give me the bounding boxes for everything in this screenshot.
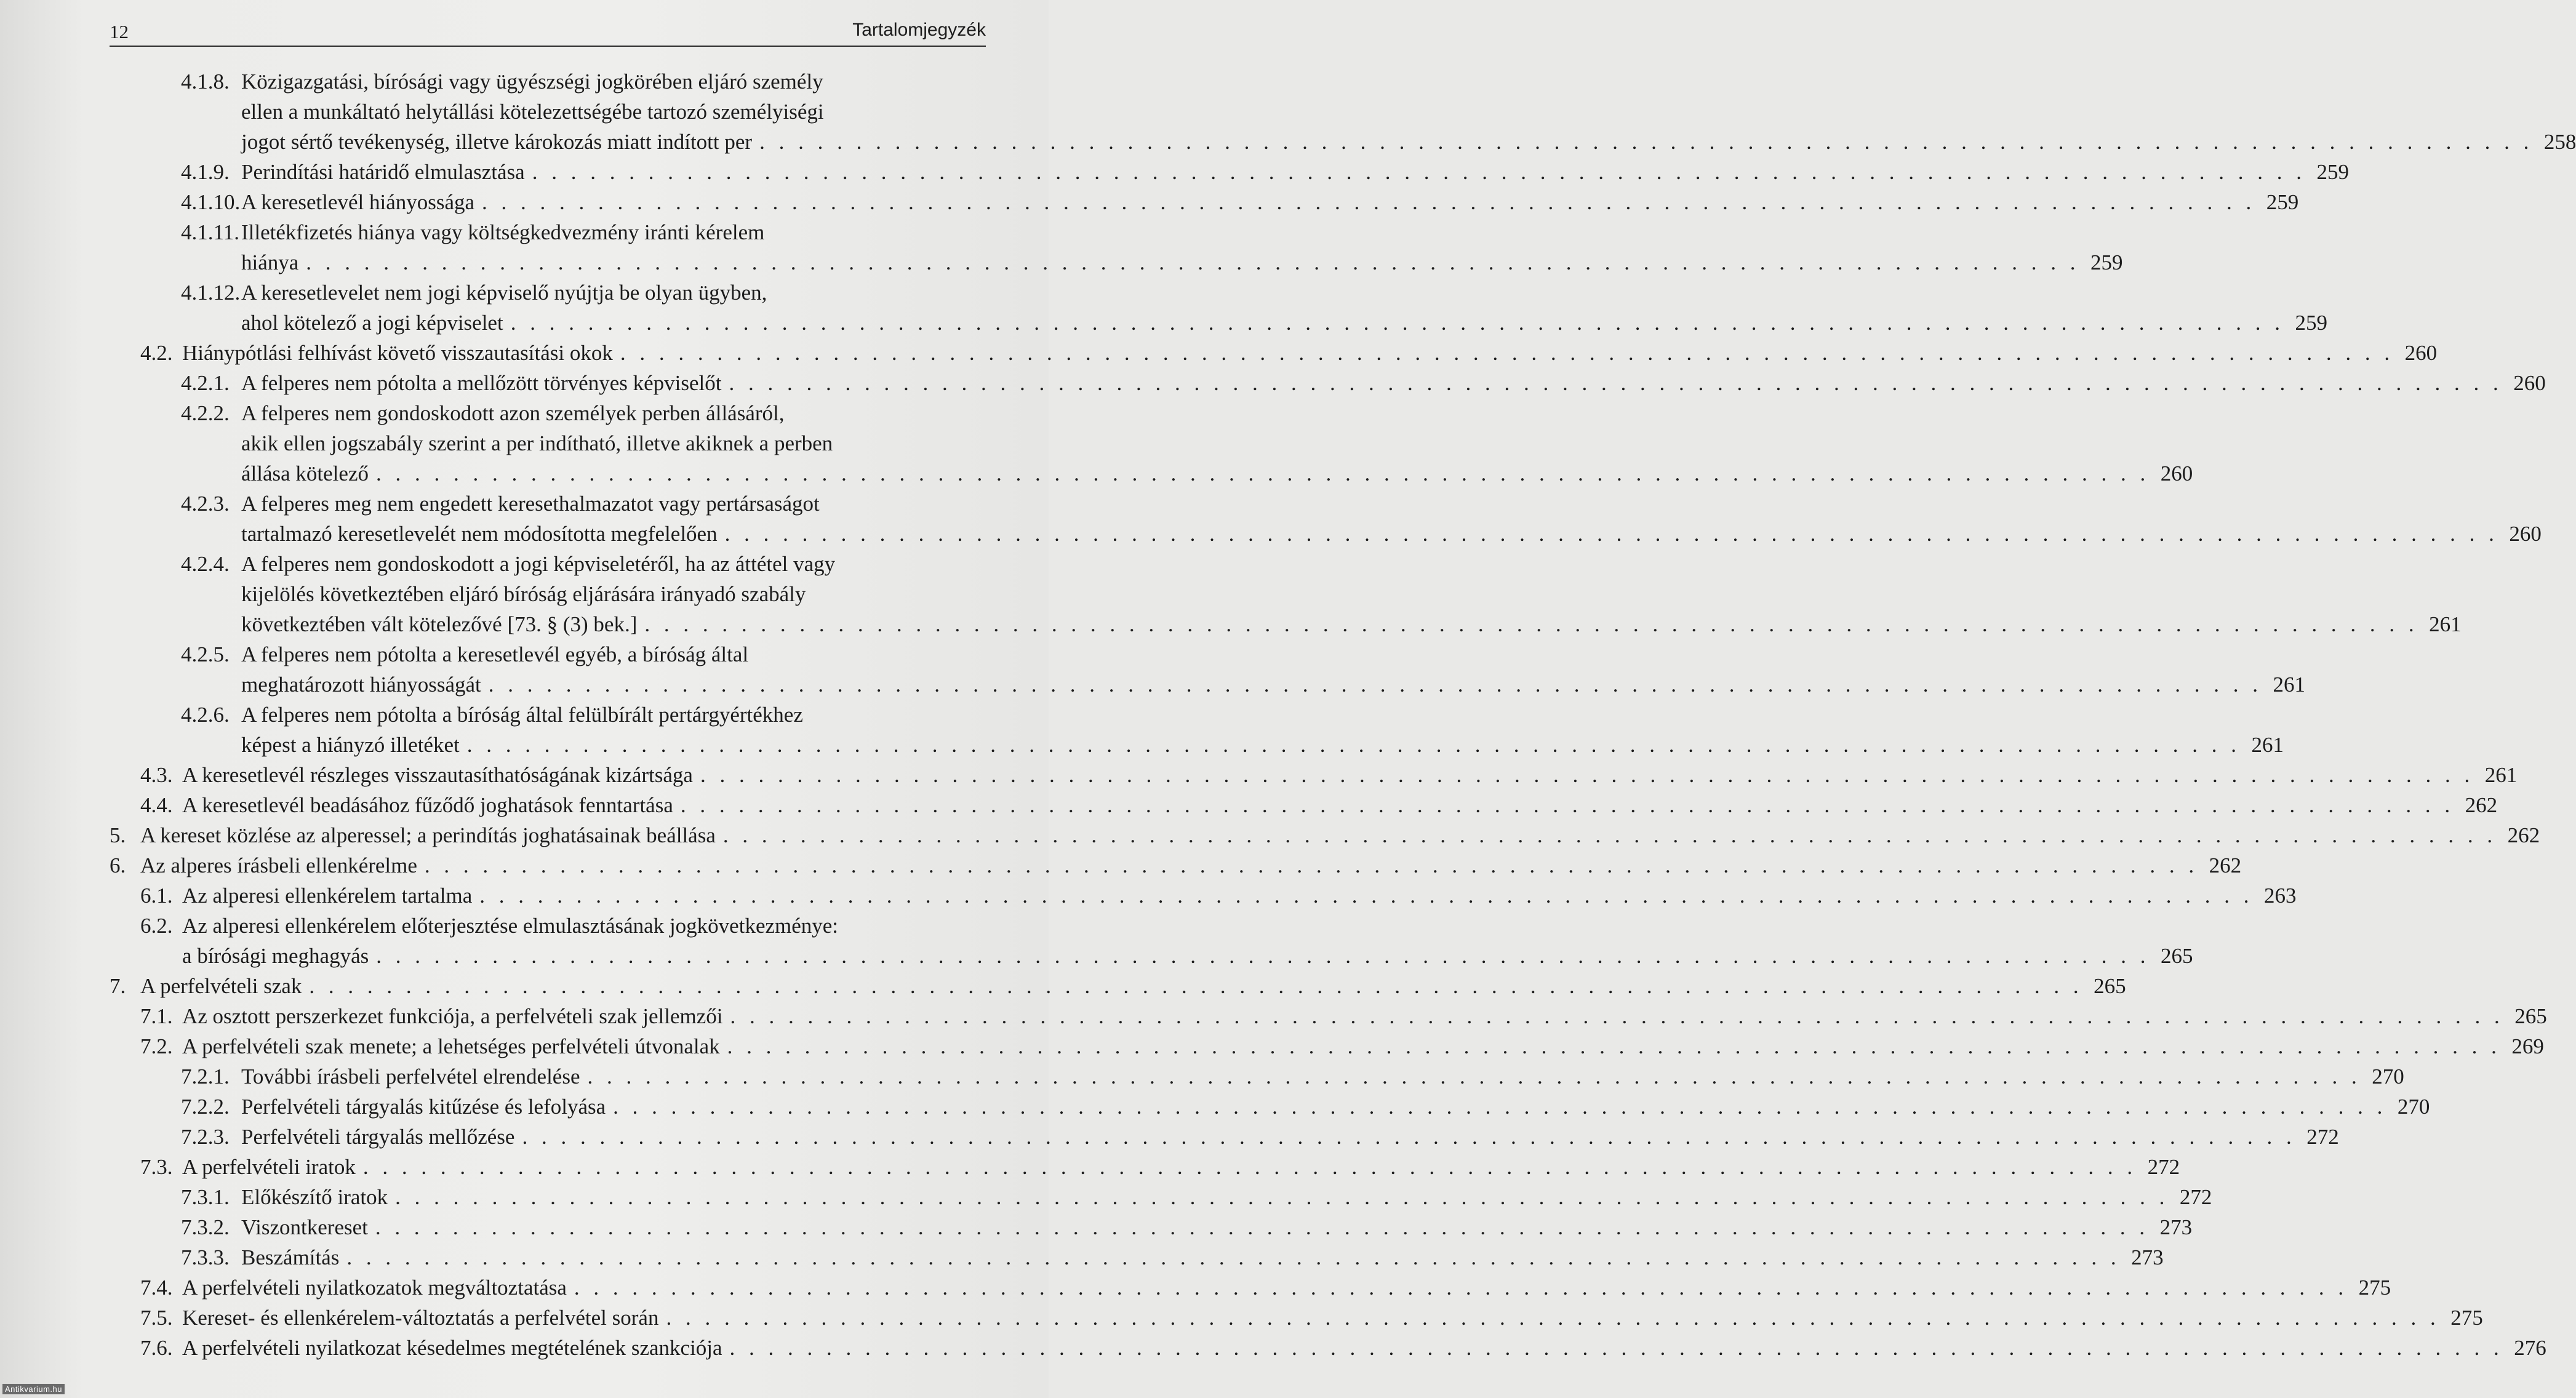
toc-page-number: 270 xyxy=(2372,1064,2404,1088)
toc-leader-row xyxy=(182,790,2498,820)
toc-line xyxy=(0,820,2540,850)
toc-leader-row xyxy=(241,730,2284,760)
dot-leader: . . . . . . . . . . . . . . . . . . . . . . . . . . . . . . . . . . . . . . . . . . . . . . . . . . . . . . . . . . . . . . . . . . . . . . . . . . . . . . . . . . . . . . . . . . . . xyxy=(522,1125,2296,1149)
toc-line xyxy=(0,157,2349,187)
toc-line xyxy=(0,1272,2391,1303)
toc-line xyxy=(0,760,2518,790)
toc-entry-number: 7.2.2. xyxy=(181,1095,230,1119)
toc-entry-title: Közigazgatási, bírósági vagy ügyészségi jogkörében eljáró személy xyxy=(241,70,823,94)
toc-line xyxy=(0,941,2193,971)
toc-line xyxy=(0,1061,2404,1092)
toc-line xyxy=(0,971,2126,1001)
toc-page-number: 265 xyxy=(2161,944,2193,968)
toc-page-number: 261 xyxy=(2273,673,2305,697)
toc-entry-title: A felperes nem gondoskodott a jogi képviseletéről, ha az áttétel vagy xyxy=(241,552,836,576)
toc-entry-title: A felperes nem pótolta a keresetlevél egyéb, a bíróság által xyxy=(241,642,749,666)
toc-page-number: 260 xyxy=(2160,461,2193,485)
toc-page-number: 273 xyxy=(2131,1245,2164,1269)
toc-entry-title: A felperes nem pótolta a bíróság által felülbírált pertárgyértékhez xyxy=(241,703,803,727)
toc-entry xyxy=(0,278,2327,338)
toc-page-number: 259 xyxy=(2316,160,2349,184)
toc-entry-title: hiánya xyxy=(241,250,299,274)
toc-page-number: 259 xyxy=(2295,311,2327,335)
toc-page-number: 262 xyxy=(2465,793,2498,817)
toc-entry-title: A perfelvételi iratok xyxy=(182,1155,356,1179)
dot-leader: . . . . . . . . . . . . . . . . . . . . . . . . . . . . . . . . . . . . . . . . . . . . . . . . . . . . . . . . . . . . . . . . . . . . . . . . . . . . . . . . . . . . . . . . . . . . xyxy=(680,793,2455,817)
toc-leader-row xyxy=(182,1333,2546,1363)
toc-leader-row xyxy=(241,1212,2193,1242)
toc-line xyxy=(0,1001,2547,1031)
toc-line xyxy=(0,278,1049,308)
dot-leader: . . . . . . . . . . . . . . . . . . . . . . . . . . . . . . . . . . . . . . . . . . . . . . . . . . . . . . . . . . . . . . . . . . . . . . . . . . . . . . . . . . . . . . . . . . . . xyxy=(376,944,2150,968)
toc-leader-row xyxy=(241,519,2542,549)
dot-leader: . . . . . . . . . . . . . . . . . . . . . . . . . . . . . . . . . . . . . . . . . . . . . . . . . . . . . . . . . . . . . . . . . . . . . . . . . . . . . . . . . . . . . . . . . . . . xyxy=(309,974,2083,998)
toc-line xyxy=(0,609,2462,639)
toc-page-number: 261 xyxy=(2429,612,2462,636)
toc-leader-row xyxy=(241,187,2299,217)
toc-entry-title: Illetékfizetés hiánya vagy költségkedvezmény iránti kérelem xyxy=(241,220,765,244)
toc-leader-row xyxy=(241,1092,2430,1122)
dot-leader: . . . . . . . . . . . . . . . . . . . . . . . . . . . . . . . . . . . . . . . . . . . . . . . . . . . . . . . . . . . . . . . . . . . . . . . . . . . . . . . . . . . . . . . . . . . . xyxy=(759,130,2534,154)
toc-leader-row xyxy=(241,458,2193,489)
toc-entry xyxy=(0,1333,2546,1363)
toc-page-number: 261 xyxy=(2251,733,2284,757)
page-header xyxy=(110,18,986,47)
toc-entry xyxy=(0,549,2462,639)
toc-entry-number: 7.2.1. xyxy=(181,1064,230,1088)
toc-page-number: 270 xyxy=(2397,1095,2430,1119)
dot-leader: . . . . . . . . . . . . . . . . . . . . . . . . . . . . . . . . . . . . . . . . . . . . . . . . . . . . . . . . . . . . . . . . . . . . . . . . . . . . . . . . . . . . . . . . . . . . xyxy=(729,371,2503,395)
toc-entry-title: következtében vált kötelezővé [73. § (3) bek.] xyxy=(241,612,638,636)
toc-entry-title: kijelölés következtében eljáró bíróság eljárására irányadó szabály xyxy=(241,582,806,606)
toc-line xyxy=(0,458,2193,489)
toc-entry-title: A felperes meg nem engedett keresethalmazatot vagy pertársaságot xyxy=(241,492,820,516)
toc-entry-title: a bírósági meghagyás xyxy=(182,944,369,968)
toc-line xyxy=(0,669,2305,700)
toc-page-number: 265 xyxy=(2094,974,2126,998)
toc-entry-number: 4.2. xyxy=(140,341,173,365)
toc-line xyxy=(0,66,1049,97)
toc-page-number: 260 xyxy=(2513,371,2546,395)
toc-leader-row xyxy=(182,1272,2391,1303)
toc-entry-number: 6.2. xyxy=(140,914,173,938)
dot-leader: . . . . . . . . . . . . . . . . . . . . . . . . . . . . . . . . . . . . . . . . . . . . . . . . . . . . . . . . . . . . . . . . . . . . . . . . . . . . . . . . . . . . . . . . . . . . xyxy=(724,522,2498,546)
toc-line xyxy=(0,217,1049,247)
toc-entry-title: További írásbeli perfelvétel elrendelése xyxy=(241,1064,580,1088)
toc-entry-title: képest a hiányzó illetéket xyxy=(241,733,460,757)
toc-page-number: 262 xyxy=(2209,853,2242,877)
toc-entry-title: ahol kötelező a jogi képviselet xyxy=(241,311,503,335)
toc-entry xyxy=(0,1122,2339,1152)
dot-leader: . . . . . . . . . . . . . . . . . . . . . . . . . . . . . . . . . . . . . . . . . . . . . . . . . . . . . . . . . . . . . . . . . . . . . . . . . . . . . . . . . . . . . . . . . . . . xyxy=(375,1215,2150,1239)
toc-entry-title: A kereset közlése az alperessel; a perindítás joghatásainak beállása xyxy=(140,823,716,847)
toc-line xyxy=(0,1303,2483,1333)
toc-leader-row xyxy=(140,850,2242,881)
toc-entry xyxy=(0,760,2518,790)
toc-page-number: 262 xyxy=(2507,823,2540,847)
dot-leader: . . . . . . . . . . . . . . . . . . . . . . . . . . . . . . . . . . . . . . . . . . . . . . . . . . . . . . . . . . . . . . . . . . . . . . . . . . . . . . . . . . . . . . . . . . . . xyxy=(727,1034,2501,1058)
toc-entry xyxy=(0,971,2126,1001)
toc-entry xyxy=(0,850,2242,881)
toc-line xyxy=(0,549,1049,579)
dot-leader: . . . . . . . . . . . . . . . . . . . . . . . . . . . . . . . . . . . . . . . . . . . . . . . . . . . . . . . . . . . . . . . . . . . . . . . . . . . . . . . . . . . . . . . . . . . . xyxy=(479,884,2254,908)
toc-entry-number: 4.2.3. xyxy=(181,492,230,516)
toc-leader-row xyxy=(182,941,2193,971)
toc-leader-row xyxy=(241,308,2327,338)
toc-entry-number: 5. xyxy=(110,823,126,847)
toc-leader-row xyxy=(182,881,2297,911)
toc-leader-row xyxy=(182,1001,2547,1031)
toc-leader-row xyxy=(241,669,2305,700)
toc-leader-row xyxy=(241,1242,2164,1272)
dot-leader: . . . . . . . . . . . . . . . . . . . . . . . . . . . . . . . . . . . . . . . . . . . . . . . . . . . . . . . . . . . . . . . . . . . . . . . . . . . . . . . . . . . . . . . . . . . . xyxy=(666,1306,2440,1330)
toc-line xyxy=(0,398,1049,428)
toc-line xyxy=(0,1242,2164,1272)
toc-line xyxy=(0,97,1049,127)
toc-leader-row xyxy=(140,971,2126,1001)
toc-entry-title: A felperes nem pótolta a mellőzött törvényes képviselőt xyxy=(241,371,722,395)
toc-leader-row xyxy=(182,760,2518,790)
toc-entry-number: 6.1. xyxy=(140,884,173,908)
toc-entry-number: 4.1.11. xyxy=(181,220,239,244)
page-number: 12 xyxy=(110,21,129,42)
toc-line xyxy=(0,911,1049,941)
running-title: Tartalomjegyzék xyxy=(852,20,986,40)
toc-page-number: 272 xyxy=(2306,1125,2339,1149)
toc-entry-number: 7.2. xyxy=(140,1034,173,1058)
toc-entry-number: 7.3.2. xyxy=(181,1215,230,1239)
toc-line xyxy=(0,127,2576,157)
dot-leader: . . . . . . . . . . . . . . . . . . . . . . . . . . . . . . . . . . . . . . . . . . . . . . . . . . . . . . . . . . . . . . . . . . . . . . . . . . . . . . . . . . . . . . . . . . . . xyxy=(587,1064,2361,1088)
toc-entry xyxy=(0,1303,2483,1333)
toc-leader-row xyxy=(241,1182,2212,1212)
toc-entry-title: Az alperesi ellenkérelem előterjesztése elmulasztásának jogkövetkezménye: xyxy=(182,914,839,938)
toc-entry-title: A perfelvételi szak menete; a lehetséges perfelvételi útvonalak xyxy=(182,1034,720,1058)
toc-entry-title: ellen a munkáltató helytállási kötelezettségébe tartozó személyiségi xyxy=(241,100,824,124)
dot-leader: . . . . . . . . . . . . . . . . . . . . . . . . . . . . . . . . . . . . . . . . . . . . . . . . . . . . . . . . . . . . . . . . . . . . . . . . . . . . . . . . . . . . . . . . . . . . xyxy=(395,1185,2169,1209)
toc-entry-title: jogot sértő tevékenység, illetve károkozás miatt indított per xyxy=(241,130,753,154)
dot-leader: . . . . . . . . . . . . . . . . . . . . . . . . . . . . . . . . . . . . . . . . . . . . . . . . . . . . . . . . . . . . . . . . . . . . . . . . . . . . . . . . . . . . . . . . . . . . xyxy=(722,823,2497,847)
toc-entry-title: A keresetlevelet nem jogi képviselő nyújtja be olyan ügyben, xyxy=(241,281,767,305)
toc-entry xyxy=(0,911,2193,971)
toc-entry-title: Hiánypótlási felhívást követő visszautasítási okok xyxy=(182,341,613,365)
toc-entry-title: A perfelvételi nyilatkozat késedelmes megtételének szankciója xyxy=(182,1336,722,1360)
toc-leader-row xyxy=(182,1152,2180,1182)
toc-line xyxy=(0,579,1049,609)
toc-entry-number: 4.2.1. xyxy=(181,371,230,395)
toc-entry-title: Az alperes írásbeli ellenkérelme xyxy=(140,853,417,877)
toc-leader-row xyxy=(182,1031,2544,1061)
toc-entry-number: 7. xyxy=(110,974,126,998)
toc-entry xyxy=(0,1182,2212,1212)
toc-entry-number: 7.3.3. xyxy=(181,1245,230,1269)
toc-line xyxy=(0,1182,2212,1212)
toc-page-number: 265 xyxy=(2514,1004,2547,1028)
toc-entry xyxy=(0,489,2542,549)
dot-leader: . . . . . . . . . . . . . . . . . . . . . . . . . . . . . . . . . . . . . . . . . . . . . . . . . . . . . . . . . . . . . . . . . . . . . . . . . . . . . . . . . . . . . . . . . . . . xyxy=(346,1245,2121,1269)
toc-page-number: 272 xyxy=(2147,1155,2180,1179)
toc-entry-title: Beszámítás xyxy=(241,1245,340,1269)
toc-leader-row xyxy=(241,609,2462,639)
toc-entry-number: 4.1.8. xyxy=(181,70,230,94)
toc-entry xyxy=(0,1272,2391,1303)
toc-leader-row xyxy=(241,127,2576,157)
toc-line xyxy=(0,1122,2339,1152)
dot-leader: . . . . . . . . . . . . . . . . . . . . . . . . . . . . . . . . . . . . . . . . . . . . . . . . . . . . . . . . . . . . . . . . . . . . . . . . . . . . . . . . . . . . . . . . . . . . xyxy=(306,250,2080,274)
toc-entry-number: 7.3.1. xyxy=(181,1185,230,1209)
dot-leader: . . . . . . . . . . . . . . . . . . . . . . . . . . . . . . . . . . . . . . . . . . . . . . . . . . . . . . . . . . . . . . . . . . . . . . . . . . . . . . . . . . . . . . . . . . . . xyxy=(488,673,2262,697)
toc-entry xyxy=(0,398,2193,489)
toc-page-number: 259 xyxy=(2090,250,2123,274)
toc-line xyxy=(0,338,2438,368)
toc-entry-title: A keresetlevél hiányossága xyxy=(241,190,475,214)
toc-leader-row xyxy=(182,338,2438,368)
toc-entry-number: 4.2.6. xyxy=(181,703,230,727)
toc-entry xyxy=(0,820,2540,850)
toc-entry xyxy=(0,66,2576,157)
toc-line xyxy=(0,850,2242,881)
toc-line xyxy=(0,639,1049,669)
toc-line xyxy=(0,700,1049,730)
toc-entry-title: A keresetlevél beadásához fűződő joghatások fenntartása xyxy=(182,793,673,817)
toc-entry-title: A felperes nem gondoskodott azon személyek perben állásáról, xyxy=(241,401,785,425)
toc-line xyxy=(0,1152,2180,1182)
toc-entry-title: akik ellen jogszabály szerint a per indítható, illetve akiknek a perben xyxy=(241,431,833,455)
dot-leader: . . . . . . . . . . . . . . . . . . . . . . . . . . . . . . . . . . . . . . . . . . . . . . . . . . . . . . . . . . . . . . . . . . . . . . . . . . . . . . . . . . . . . . . . . . . . xyxy=(574,1276,2348,1300)
toc-leader-row xyxy=(241,368,2546,398)
toc-entry-number: 6. xyxy=(110,853,126,877)
toc-line xyxy=(0,790,2498,820)
toc-page-number: 260 xyxy=(2509,522,2542,546)
toc-entry-title: Az osztott perszerkezet funkciója, a perfelvételi szak jellemzői xyxy=(182,1004,723,1028)
toc-page-number: 275 xyxy=(2358,1276,2391,1300)
toc-line xyxy=(0,1333,2546,1363)
toc-entry-number: 7.6. xyxy=(140,1336,173,1360)
toc-leader-row xyxy=(241,247,2123,278)
toc-entry-title: Perfelvételi tárgyalás kitűzése és lefolyása xyxy=(241,1095,606,1119)
toc-entry xyxy=(0,639,2305,700)
toc-entry-number: 7.1. xyxy=(140,1004,173,1028)
toc-leader-row xyxy=(241,1061,2404,1092)
dot-leader: . . . . . . . . . . . . . . . . . . . . . . . . . . . . . . . . . . . . . . . . . . . . . . . . . . . . . . . . . . . . . . . . . . . . . . . . . . . . . . . . . . . . . . . . . . . . xyxy=(466,733,2241,757)
toc-line xyxy=(0,881,2297,911)
toc-entry-number: 4.4. xyxy=(140,793,173,817)
toc-entry-title: Előkészítő iratok xyxy=(241,1185,388,1209)
toc-entry xyxy=(0,700,2284,760)
dot-leader: . . . . . . . . . . . . . . . . . . . . . . . . . . . . . . . . . . . . . . . . . . . . . . . . . . . . . . . . . . . . . . . . . . . . . . . . . . . . . . . . . . . . . . . . . . . . xyxy=(620,341,2394,365)
toc-entry-title: meghatározott hiányosságát xyxy=(241,673,481,697)
dot-leader: . . . . . . . . . . . . . . . . . . . . . . . . . . . . . . . . . . . . . . . . . . . . . . . . . . . . . . . . . . . . . . . . . . . . . . . . . . . . . . . . . . . . . . . . . . . . xyxy=(532,160,2306,184)
dot-leader: . . . . . . . . . . . . . . . . . . . . . . . . . . . . . . . . . . . . . . . . . . . . . . . . . . . . . . . . . . . . . . . . . . . . . . . . . . . . . . . . . . . . . . . . . . . . xyxy=(729,1336,2503,1360)
toc-entry-number: 7.3. xyxy=(140,1155,173,1179)
toc-entry-number: 4.1.10. xyxy=(181,190,241,214)
toc-line xyxy=(0,1031,2544,1061)
toc-leader-row xyxy=(140,820,2540,850)
toc-entry-number: 4.2.4. xyxy=(181,552,230,576)
toc-leader-row xyxy=(182,1303,2483,1333)
toc-entry-number: 7.4. xyxy=(140,1276,173,1300)
toc-page-number: 269 xyxy=(2511,1034,2544,1058)
toc-entry-number: 7.2.3. xyxy=(181,1125,230,1149)
toc-page-number: 276 xyxy=(2514,1336,2546,1360)
toc-entry-title: Perindítási határidő elmulasztása xyxy=(241,160,525,184)
toc-entry xyxy=(0,368,2546,398)
dot-leader: . . . . . . . . . . . . . . . . . . . . . . . . . . . . . . . . . . . . . . . . . . . . . . . . . . . . . . . . . . . . . . . . . . . . . . . . . . . . . . . . . . . . . . . . . . . . xyxy=(700,763,2474,787)
toc-page-number: 263 xyxy=(2264,884,2297,908)
toc-line xyxy=(0,489,1049,519)
toc-entry-number: 4.3. xyxy=(140,763,173,787)
toc-entry xyxy=(0,1061,2404,1092)
toc-entry-number: 4.2.2. xyxy=(181,401,230,425)
toc-entry xyxy=(0,1031,2544,1061)
dot-leader: . . . . . . . . . . . . . . . . . . . . . . . . . . . . . . . . . . . . . . . . . . . . . . . . . . . . . . . . . . . . . . . . . . . . . . . . . . . . . . . . . . . . . . . . . . . . xyxy=(510,311,2284,335)
toc-entry xyxy=(0,1001,2547,1031)
toc-entry xyxy=(0,1152,2180,1182)
toc-line xyxy=(0,308,2327,338)
toc-line xyxy=(0,1212,2193,1242)
toc-entry-title: állása kötelező xyxy=(241,461,369,485)
toc-entry xyxy=(0,338,2438,368)
toc-page-number: 258 xyxy=(2543,130,2576,154)
toc-entry-title: A perfelvételi szak xyxy=(140,974,302,998)
toc-entry-title: tartalmazó keresetlevelét nem módosította megfelelően xyxy=(241,522,718,546)
dot-leader: . . . . . . . . . . . . . . . . . . . . . . . . . . . . . . . . . . . . . . . . . . . . . . . . . . . . . . . . . . . . . . . . . . . . . . . . . . . . . . . . . . . . . . . . . . . . xyxy=(375,461,2150,485)
toc-line xyxy=(0,519,2542,549)
dot-leader: . . . . . . . . . . . . . . . . . . . . . . . . . . . . . . . . . . . . . . . . . . . . . . . . . . . . . . . . . . . . . . . . . . . . . . . . . . . . . . . . . . . . . . . . . . . . xyxy=(644,612,2418,636)
toc-entry xyxy=(0,187,2299,217)
toc-line xyxy=(0,428,1049,458)
toc-entry-number: 4.2.5. xyxy=(181,642,230,666)
toc-line xyxy=(0,368,2546,398)
toc-entry xyxy=(0,217,2123,278)
toc-entry-title: Perfelvételi tárgyalás mellőzése xyxy=(241,1125,515,1149)
toc-page-number: 273 xyxy=(2159,1215,2193,1239)
toc-leader-row xyxy=(241,1122,2339,1152)
watermark: Antikvarium.hu xyxy=(2,1384,65,1394)
toc-page-number: 261 xyxy=(2484,763,2518,787)
toc-entry-number: 7.5. xyxy=(140,1306,173,1330)
toc-entry-number: 4.1.9. xyxy=(181,160,230,184)
dot-leader: . . . . . . . . . . . . . . . . . . . . . . . . . . . . . . . . . . . . . . . . . . . . . . . . . . . . . . . . . . . . . . . . . . . . . . . . . . . . . . . . . . . . . . . . . . . . xyxy=(362,1155,2137,1179)
toc-entry xyxy=(0,1212,2193,1242)
toc-entry xyxy=(0,881,2297,911)
toc-line xyxy=(0,1092,2430,1122)
toc-page-number: 260 xyxy=(2404,341,2438,365)
toc-entry xyxy=(0,1092,2430,1122)
toc-entry xyxy=(0,1242,2164,1272)
toc-leader-row xyxy=(241,157,2349,187)
toc-page-number: 275 xyxy=(2450,1306,2483,1330)
dot-leader: . . . . . . . . . . . . . . . . . . . . . . . . . . . . . . . . . . . . . . . . . . . . . . . . . . . . . . . . . . . . . . . . . . . . . . . . . . . . . . . . . . . . . . . . . . . . xyxy=(730,1004,2504,1028)
toc-line xyxy=(0,247,2123,278)
toc-entry-title: A keresetlevél részleges visszautasíthatóságának kizártsága xyxy=(182,763,693,787)
toc-page-number: 259 xyxy=(2266,190,2299,214)
dot-leader: . . . . . . . . . . . . . . . . . . . . . . . . . . . . . . . . . . . . . . . . . . . . . . . . . . . . . . . . . . . . . . . . . . . . . . . . . . . . . . . . . . . . . . . . . . . . xyxy=(482,190,2256,214)
toc-entry-title: A perfelvételi nyilatkozatok megváltoztatása xyxy=(182,1276,567,1300)
toc-entry-title: Kereset- és ellenkérelem-változtatás a perfelvétel során xyxy=(182,1306,659,1330)
toc-line xyxy=(0,187,2299,217)
toc-line xyxy=(0,730,2284,760)
toc-entry xyxy=(0,790,2498,820)
dot-leader: . . . . . . . . . . . . . . . . . . . . . . . . . . . . . . . . . . . . . . . . . . . . . . . . . . . . . . . . . . . . . . . . . . . . . . . . . . . . . . . . . . . . . . . . . . . . xyxy=(424,853,2199,877)
toc-entry-number: 4.1.12. xyxy=(181,281,241,305)
toc-entry-title: Viszontkereset xyxy=(241,1215,368,1239)
toc-page-number: 272 xyxy=(2179,1185,2212,1209)
dot-leader: . . . . . . . . . . . . . . . . . . . . . . . . . . . . . . . . . . . . . . . . . . . . . . . . . . . . . . . . . . . . . . . . . . . . . . . . . . . . . . . . . . . . . . . . . . . . xyxy=(613,1095,2387,1119)
toc-entry-title: Az alperesi ellenkérelem tartalma xyxy=(182,884,473,908)
toc-entry xyxy=(0,157,2349,187)
table-of-contents xyxy=(0,66,2576,1363)
